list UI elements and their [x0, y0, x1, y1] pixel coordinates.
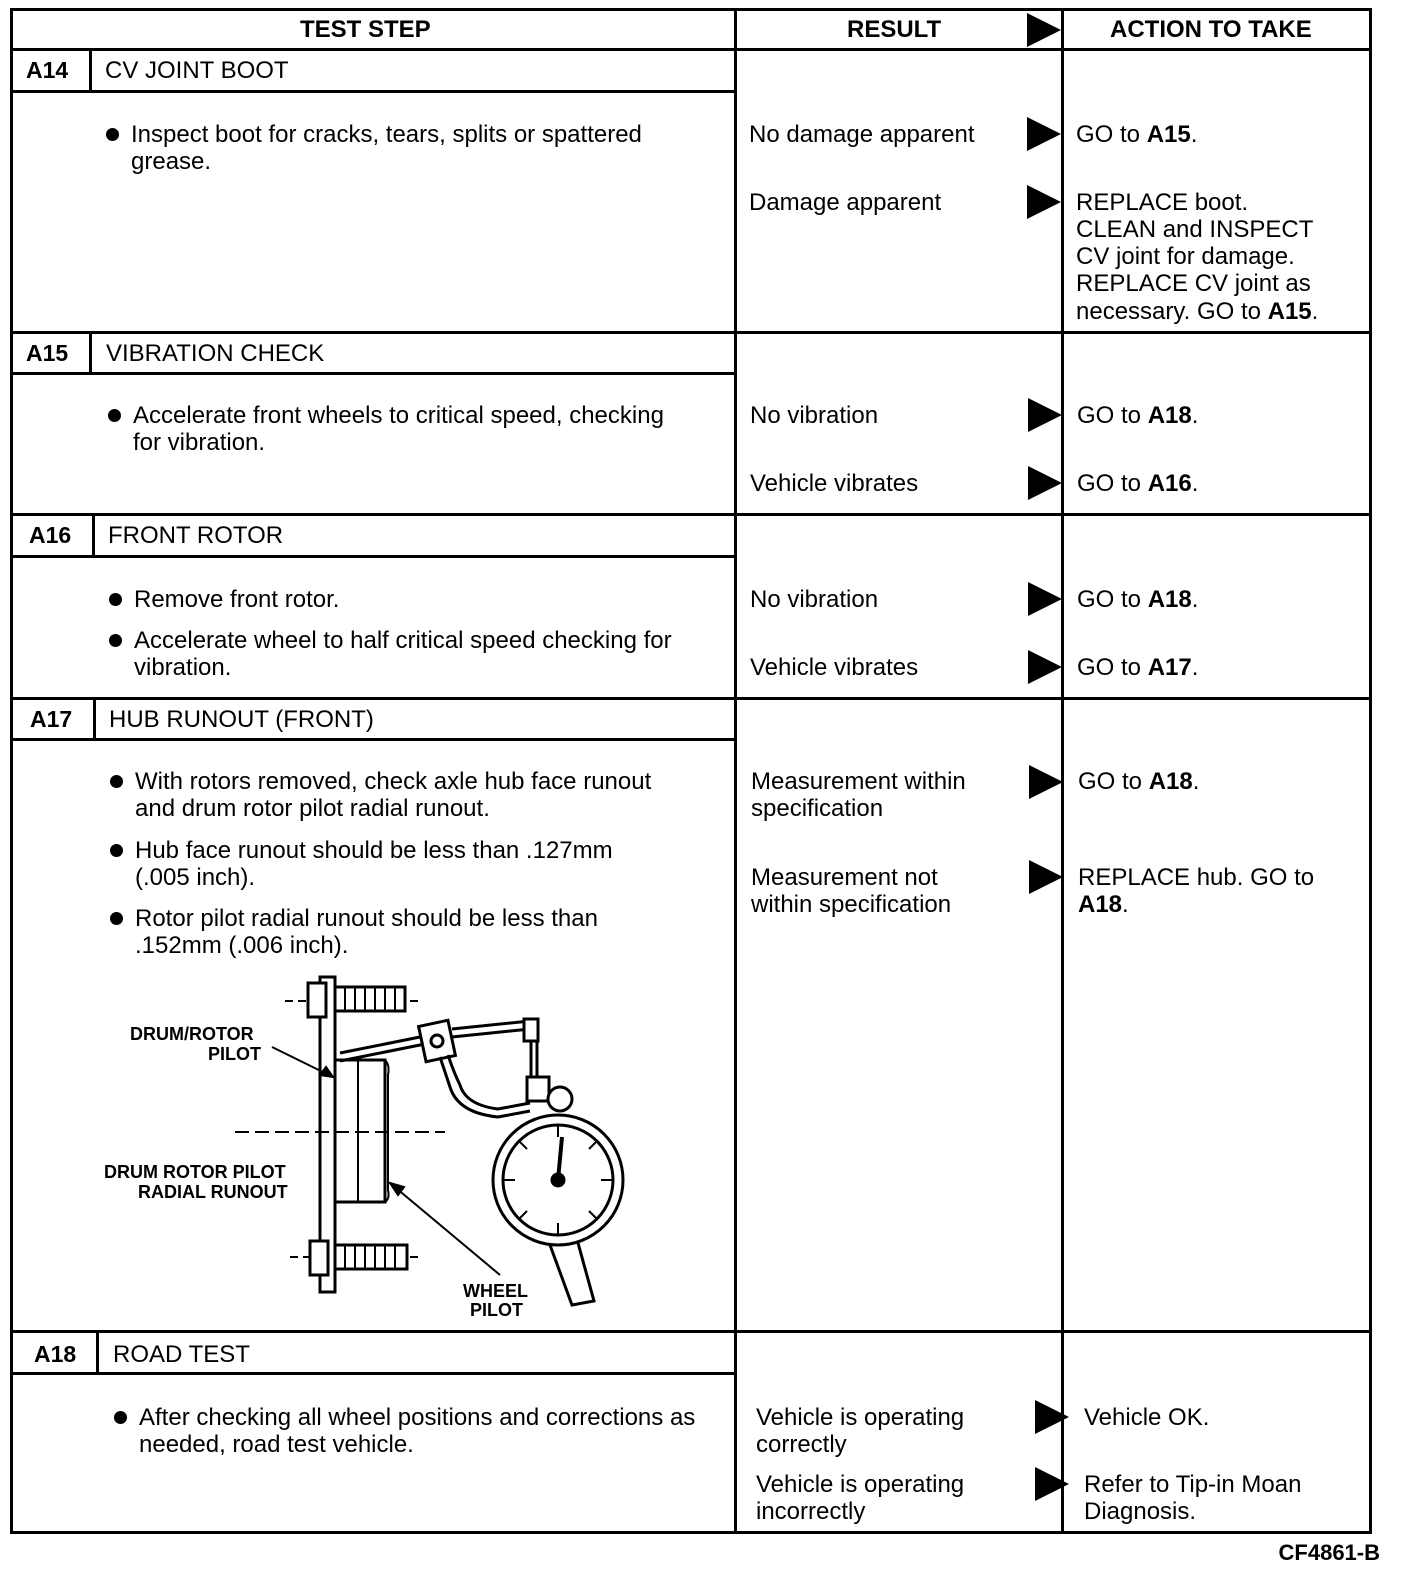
- a18-result-2: Vehicle is operating: [756, 1471, 965, 1498]
- arrow-icon: [1035, 1400, 1069, 1434]
- a14-action-2: necessary. GO to A15.: [1076, 298, 1319, 325]
- col-divider-1: [734, 8, 737, 1534]
- a18-action-2: Diagnosis.: [1084, 1498, 1197, 1525]
- frame-right: [1369, 8, 1372, 1534]
- a18-title-underline: [10, 1372, 736, 1375]
- frame-bottom: [10, 1531, 1372, 1534]
- a16-bullet-line: vibration.: [134, 654, 232, 681]
- a15-action-1: GO to A18.: [1077, 402, 1199, 429]
- a16-result-1: No vibration: [750, 586, 879, 613]
- a18-result-1: Vehicle is operating: [756, 1404, 965, 1431]
- header-result: RESULT: [847, 16, 942, 43]
- a18-code-divider: [96, 1332, 99, 1374]
- arrow-icon: [1029, 765, 1063, 799]
- row-divider: [10, 513, 1372, 516]
- row-divider: [10, 331, 1372, 334]
- a17-result-2: within specification: [751, 891, 952, 918]
- a18-action-2: Refer to Tip-in Moan: [1084, 1471, 1302, 1498]
- a18-bullet-line: After checking all wheel positions and corrections as: [139, 1404, 696, 1431]
- step-title-a15: VIBRATION CHECK: [106, 340, 325, 367]
- a15-bullet-line: for vibration.: [133, 429, 266, 456]
- a14-result-1: No damage apparent: [749, 121, 975, 148]
- bullet-dot: [110, 775, 123, 788]
- a17-action-2: A18.: [1078, 891, 1129, 918]
- a15-bullet-line: Accelerate front wheels to critical speed, checking: [133, 402, 664, 429]
- label-wheel-pilot: WHEEL: [463, 1281, 528, 1301]
- a14-bullet-line: grease.: [131, 148, 212, 175]
- a16-title-underline: [10, 555, 736, 558]
- a17-bullet-line: Rotor pilot radial runout should be less than: [135, 905, 598, 932]
- row-divider: [10, 1330, 1372, 1333]
- a18-action-1: Vehicle OK.: [1084, 1404, 1210, 1431]
- a17-result-1: specification: [751, 795, 884, 822]
- step-code-a18: A18: [34, 1341, 77, 1367]
- bullet-dot: [110, 912, 123, 925]
- a16-bullet-line: Remove front rotor.: [134, 586, 340, 613]
- bullet-dot: [109, 593, 122, 606]
- bullet-dot: [114, 1411, 127, 1424]
- label-wheel-pilot: PILOT: [470, 1300, 523, 1320]
- bullet-dot: [110, 844, 123, 857]
- a15-result-1: No vibration: [750, 402, 879, 429]
- a17-action-1: GO to A18.: [1078, 768, 1200, 795]
- a14-code-divider: [89, 50, 92, 92]
- a16-code-divider: [92, 515, 95, 557]
- header-bottom: [10, 48, 1372, 51]
- step-title-a16: FRONT ROTOR: [108, 522, 284, 549]
- bullet-dot: [109, 634, 122, 647]
- a18-bullet-line: needed, road test vehicle.: [139, 1431, 414, 1458]
- a15-title-underline: [10, 372, 736, 375]
- a17-code-divider: [93, 699, 96, 740]
- a18-result-2: incorrectly: [756, 1498, 866, 1525]
- bullet-dot: [106, 128, 119, 141]
- a16-action-1: GO to A18.: [1077, 586, 1199, 613]
- arrow-icon: [1035, 1467, 1069, 1501]
- a17-bullet-line: .152mm (.006 inch).: [135, 932, 349, 959]
- a16-bullet-line: Accelerate wheel to half critical speed checking for: [134, 627, 672, 654]
- step-title-a18: ROAD TEST: [113, 1341, 250, 1368]
- a17-result-1: Measurement within: [751, 768, 966, 795]
- figure-code: CF4861-B: [1278, 1540, 1380, 1565]
- a14-result-2: Damage apparent: [749, 189, 942, 216]
- arrow-icon: [1029, 860, 1063, 894]
- arrow-icon: [1028, 398, 1062, 432]
- step-code-a14: A14: [26, 57, 69, 83]
- a14-action-2: CV joint for damage.: [1076, 243, 1295, 270]
- label-drum-rotor-pilot: PILOT: [208, 1044, 261, 1064]
- a17-title-underline: [10, 738, 736, 741]
- header-arrow-icon: [1027, 13, 1061, 47]
- label-radial-runout: DRUM ROTOR PILOT: [104, 1162, 286, 1182]
- bullet-dot: [108, 409, 121, 422]
- hub-runout-diagram: [100, 965, 630, 1320]
- step-code-a16: A16: [29, 522, 72, 548]
- step-code-a15: A15: [26, 340, 69, 366]
- a17-bullet-line: Hub face runout should be less than .127mm: [135, 837, 613, 864]
- arrow-icon: [1028, 650, 1062, 684]
- header-action: ACTION TO TAKE: [1110, 16, 1312, 43]
- a14-action-2: REPLACE CV joint as: [1076, 270, 1311, 297]
- label-radial-runout: RADIAL RUNOUT: [138, 1182, 288, 1202]
- row-divider: [10, 697, 1372, 700]
- arrow-icon: [1027, 185, 1061, 219]
- frame-top: [10, 8, 1372, 11]
- a14-action-2: CLEAN and INSPECT: [1076, 216, 1314, 243]
- a17-result-2: Measurement not: [751, 864, 938, 891]
- a18-result-1: correctly: [756, 1431, 847, 1458]
- step-title-a17: HUB RUNOUT (FRONT): [109, 706, 374, 733]
- a15-action-2: GO to A16.: [1077, 470, 1199, 497]
- step-title-a14: CV JOINT BOOT: [105, 57, 289, 84]
- a14-bullet-line: Inspect boot for cracks, tears, splits or spattered: [131, 121, 642, 148]
- a15-code-divider: [89, 333, 92, 374]
- a14-action-2: REPLACE boot.: [1076, 189, 1249, 216]
- frame-left: [10, 8, 13, 1534]
- a14-action-1: GO to A15.: [1076, 121, 1198, 148]
- a17-bullet-line: and drum rotor pilot radial runout.: [135, 795, 490, 822]
- a16-action-2: GO to A17.: [1077, 654, 1199, 681]
- arrow-icon: [1027, 117, 1061, 151]
- arrow-icon: [1028, 466, 1062, 500]
- a17-action-2: REPLACE hub. GO to: [1078, 864, 1315, 891]
- a17-bullet-line: With rotors removed, check axle hub face runout: [135, 768, 652, 795]
- header-test-step: TEST STEP: [300, 16, 431, 43]
- label-drum-rotor-pilot: DRUM/ROTOR: [130, 1024, 254, 1044]
- a16-result-2: Vehicle vibrates: [750, 654, 919, 681]
- step-code-a17: A17: [30, 706, 73, 732]
- arrow-icon: [1028, 582, 1062, 616]
- a17-bullet-line: (.005 inch).: [135, 864, 256, 891]
- a15-result-2: Vehicle vibrates: [750, 470, 919, 497]
- a14-title-underline: [10, 90, 736, 93]
